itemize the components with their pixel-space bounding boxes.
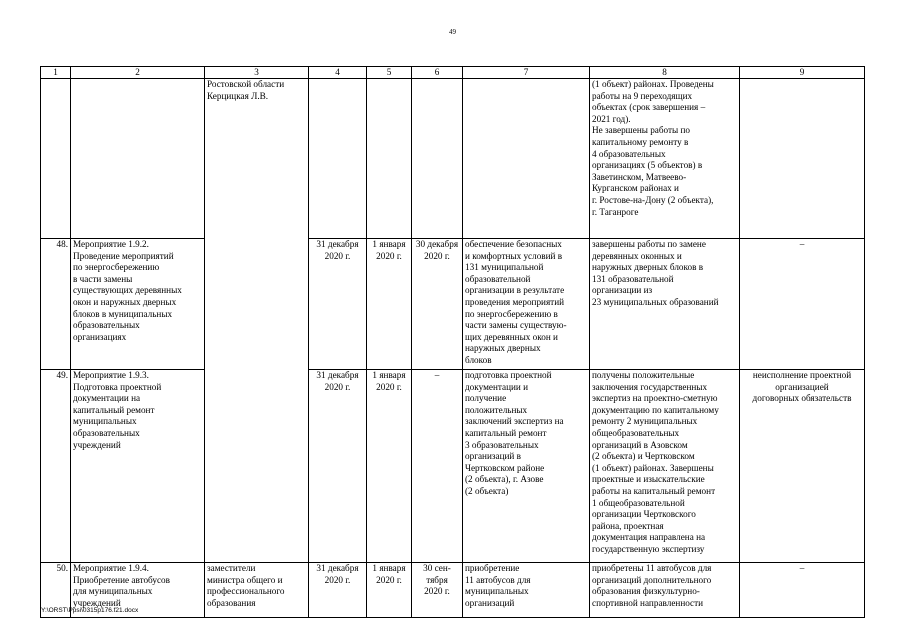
- cell-line: неисполнение проектной: [752, 370, 852, 380]
- row-number-cell: 48.: [41, 239, 71, 370]
- cell-line: документации и: [465, 381, 529, 392]
- cell-line: Приобретение автобусов: [73, 574, 170, 585]
- cell-line: организациях (5 объектов) в: [592, 160, 703, 171]
- cell-line: Мероприятие 1.9.2.: [73, 239, 149, 249]
- expected-result-cell: [463, 79, 590, 239]
- cell-line: подготовка проектной: [465, 370, 552, 380]
- column-header: 1: [41, 67, 71, 79]
- cell-line: г. Таганроге: [592, 206, 639, 217]
- event-cell: [71, 239, 205, 370]
- expected-result-cell: [463, 370, 590, 563]
- cell-line: получены положительные: [592, 370, 695, 380]
- cell-line: –: [434, 370, 440, 380]
- cell-line: образования: [207, 597, 256, 608]
- cell-line: окон и наружных дверных: [73, 296, 177, 307]
- cell-line: государственную экспертизу: [592, 543, 705, 554]
- cell-line: (2 объекта): [465, 485, 509, 496]
- cell-line: 1 января: [372, 239, 406, 249]
- cell-line: заместители: [207, 563, 256, 573]
- cell-line: 31 декабря: [316, 239, 359, 249]
- cell-line: организаций в: [465, 451, 521, 462]
- cell-line: капитальный ремонт: [73, 404, 155, 415]
- cell-line: завершены работы по замене: [592, 239, 706, 249]
- cell-line: заключения государственных: [592, 381, 708, 392]
- cell-line: щих деревянных окон и: [465, 331, 558, 342]
- problems-cell: [740, 370, 865, 563]
- cell-line: экспертиз на проектно-сметную: [592, 393, 718, 404]
- row-number-cell: 50.: [41, 563, 71, 618]
- cell-line: документация направлена на: [592, 532, 706, 543]
- expected-result-cell: [463, 239, 590, 370]
- cell-line: 30 декабря: [415, 239, 459, 249]
- cell-line: в части замены: [73, 273, 133, 284]
- actual-result-cell: [590, 563, 740, 618]
- cell-line: заключений экспертиз на: [465, 416, 564, 427]
- cell-line: блоков в муниципальных: [73, 308, 173, 319]
- responsible-cell: [205, 79, 309, 239]
- cell-line: по энергосбережению: [73, 262, 160, 273]
- cell-line: 2020 г.: [376, 574, 402, 585]
- cell-line: организации в результате: [465, 285, 565, 296]
- responsible-cell: [205, 370, 309, 563]
- table-row: [41, 370, 865, 563]
- actual-result-cell: [590, 239, 740, 370]
- start-date-cell: [367, 239, 412, 370]
- cell-line: организациях: [73, 331, 127, 342]
- cell-line: для муниципальных: [73, 586, 153, 597]
- cell-line: Подготовка проектной: [73, 381, 162, 392]
- cell-line: по энергосбережению в: [465, 308, 558, 319]
- end-date-cell: [412, 370, 463, 563]
- cell-line: 2020 г.: [424, 250, 450, 261]
- table-row: [41, 79, 865, 239]
- cell-line: образовательных: [73, 427, 140, 438]
- cell-line: организаций дополнительного: [592, 574, 712, 585]
- cell-line: проведения мероприятий: [465, 296, 565, 307]
- cell-line: и комфортных условий в: [465, 250, 563, 261]
- cell-line: блоков: [465, 354, 492, 365]
- responsible-cell: [205, 239, 309, 370]
- cell-line: приобретение: [465, 563, 520, 573]
- cell-line: 2020 г.: [324, 250, 351, 261]
- planned-date-cell: [309, 79, 367, 239]
- cell-line: 11 автобусов для: [465, 574, 531, 585]
- cell-line: 2020 г.: [376, 250, 402, 261]
- cell-line: 1 января: [372, 563, 406, 573]
- cell-line: (1 объект) районах. Завершены: [592, 462, 714, 473]
- cell-line: проектные и изыскательские: [592, 474, 705, 485]
- end-date-cell: [412, 563, 463, 618]
- cell-line: 4 образовательных: [592, 148, 666, 159]
- end-date-cell: [412, 239, 463, 370]
- cell-line: района, проектная: [592, 520, 664, 531]
- event-cell: [71, 79, 205, 239]
- cell-line: Проведение мероприятий: [73, 250, 174, 261]
- cell-line: получение: [465, 393, 507, 404]
- cell-line: обеспечение безопасных: [465, 239, 562, 249]
- cell-line: капитальный ремонт: [465, 427, 547, 438]
- cell-line: Мероприятие 1.9.3.: [73, 370, 149, 380]
- cell-line: учреждений: [73, 597, 121, 608]
- start-date-cell: [367, 370, 412, 563]
- page-number: 49: [449, 28, 456, 36]
- table-row: [41, 239, 865, 370]
- cell-line: Не завершены работы по: [592, 125, 691, 136]
- cell-line: существующих деревянных: [73, 285, 182, 296]
- cell-line: г. Ростове-на-Дону (2 объекта),: [592, 194, 714, 205]
- cell-line: документацию по капитальному: [592, 404, 719, 415]
- cell-line: работы на 9 переходящих: [592, 90, 693, 101]
- cell-line: наружных дверных блоков в: [592, 262, 704, 273]
- cell-line: организаций: [465, 597, 515, 608]
- actual-result-cell: [590, 370, 740, 563]
- cell-line: –: [799, 563, 805, 573]
- column-number-row: [41, 67, 865, 79]
- cell-line: 2021 год).: [592, 113, 631, 124]
- cell-line: договорных обязательств: [752, 393, 852, 404]
- cell-line: Ростовской области: [207, 79, 285, 89]
- cell-line: капитальному ремонту в: [592, 136, 689, 147]
- start-date-cell: [367, 563, 412, 618]
- end-date-cell: [412, 79, 463, 239]
- expected-result-cell: [463, 563, 590, 618]
- cell-line: 1 января: [372, 370, 406, 380]
- column-header: 4: [309, 67, 367, 79]
- cell-line: 30 сен-: [423, 563, 451, 573]
- table-body: [41, 79, 865, 618]
- cell-line: 31 декабря: [316, 563, 359, 573]
- column-header: 2: [71, 67, 205, 79]
- planned-date-cell: [309, 563, 367, 618]
- cell-line: положительных: [465, 404, 528, 415]
- cell-line: приобретены 11 автобусов для: [592, 563, 712, 573]
- cell-line: документации на: [73, 393, 141, 404]
- event-cell: [71, 370, 205, 563]
- cell-line: организаций в Азовском: [592, 439, 688, 450]
- cell-line: министра общего и: [207, 574, 283, 585]
- cell-line: деревянных оконных и: [592, 250, 682, 261]
- responsible-cell: [205, 563, 309, 618]
- cell-line: образовательной: [465, 273, 531, 284]
- actual-result-cell: [590, 79, 740, 239]
- cell-line: Керцицкая Л.В.: [207, 90, 269, 101]
- cell-line: муниципальных: [73, 416, 137, 427]
- planned-date-cell: [309, 239, 367, 370]
- cell-line: объектах (срок завершения –: [592, 102, 706, 113]
- cell-line: 2020 г.: [324, 381, 351, 392]
- cell-line: муниципальных: [465, 586, 529, 597]
- cell-line: 1 общеобразовательной: [592, 497, 685, 508]
- file-path-footer: Y:\ORST\Ppsi\0315p176.f21.docx: [41, 607, 139, 614]
- cell-line: образовательных: [73, 320, 140, 331]
- cell-line: образования физкультурно-: [592, 586, 700, 597]
- cell-line: 2020 г.: [424, 586, 450, 597]
- cell-line: организации из: [592, 285, 653, 296]
- cell-line: Курганском районах и: [592, 183, 679, 194]
- cell-line: общеобразовательных: [592, 427, 680, 438]
- cell-line: организации Чертковского: [592, 509, 696, 520]
- cell-line: 131 муниципальной: [465, 262, 544, 273]
- planned-date-cell: [309, 370, 367, 563]
- start-date-cell: [367, 79, 412, 239]
- problems-cell: [740, 79, 865, 239]
- column-header: 5: [367, 67, 412, 79]
- cell-line: ремонту 2 муниципальных: [592, 416, 698, 427]
- column-header: 6: [412, 67, 463, 79]
- row-number-cell: 49.: [41, 370, 71, 563]
- cell-line: 23 муниципальных образований: [592, 296, 719, 307]
- cell-line: профессионального: [207, 586, 285, 597]
- column-header: 3: [205, 67, 309, 79]
- cell-line: части замены существую-: [465, 320, 567, 331]
- table-row: [41, 563, 865, 618]
- cell-line: (2 объекта) и Чертковском: [592, 451, 695, 462]
- cell-line: спортивной направленности: [592, 597, 704, 608]
- column-header: 9: [740, 67, 865, 79]
- cell-line: (2 объекта), г. Азове: [465, 474, 544, 485]
- column-header: 7: [463, 67, 590, 79]
- report-table: [40, 66, 865, 618]
- cell-line: 2020 г.: [376, 381, 402, 392]
- cell-line: 3 образовательных: [465, 439, 539, 450]
- cell-line: работы на капитальный ремонт: [592, 485, 716, 496]
- cell-line: учреждений: [73, 439, 121, 450]
- cell-line: организацией: [775, 381, 829, 392]
- cell-line: тября: [426, 574, 448, 585]
- cell-line: –: [799, 239, 805, 249]
- column-header: 8: [590, 67, 740, 79]
- problems-cell: [740, 239, 865, 370]
- cell-line: наружных дверных: [465, 343, 541, 354]
- problems-cell: [740, 563, 865, 618]
- cell-line: (1 объект) районах. Проведены: [592, 79, 714, 89]
- cell-line: 131 образовательной: [592, 273, 674, 284]
- cell-line: Мероприятие 1.9.4.: [73, 563, 149, 573]
- cell-line: 2020 г.: [324, 574, 351, 585]
- cell-line: Заветинском, Матвеево-: [592, 171, 687, 182]
- cell-line: 31 декабря: [316, 370, 359, 380]
- cell-line: Чертковском районе: [465, 462, 545, 473]
- row-number-cell: [41, 79, 71, 239]
